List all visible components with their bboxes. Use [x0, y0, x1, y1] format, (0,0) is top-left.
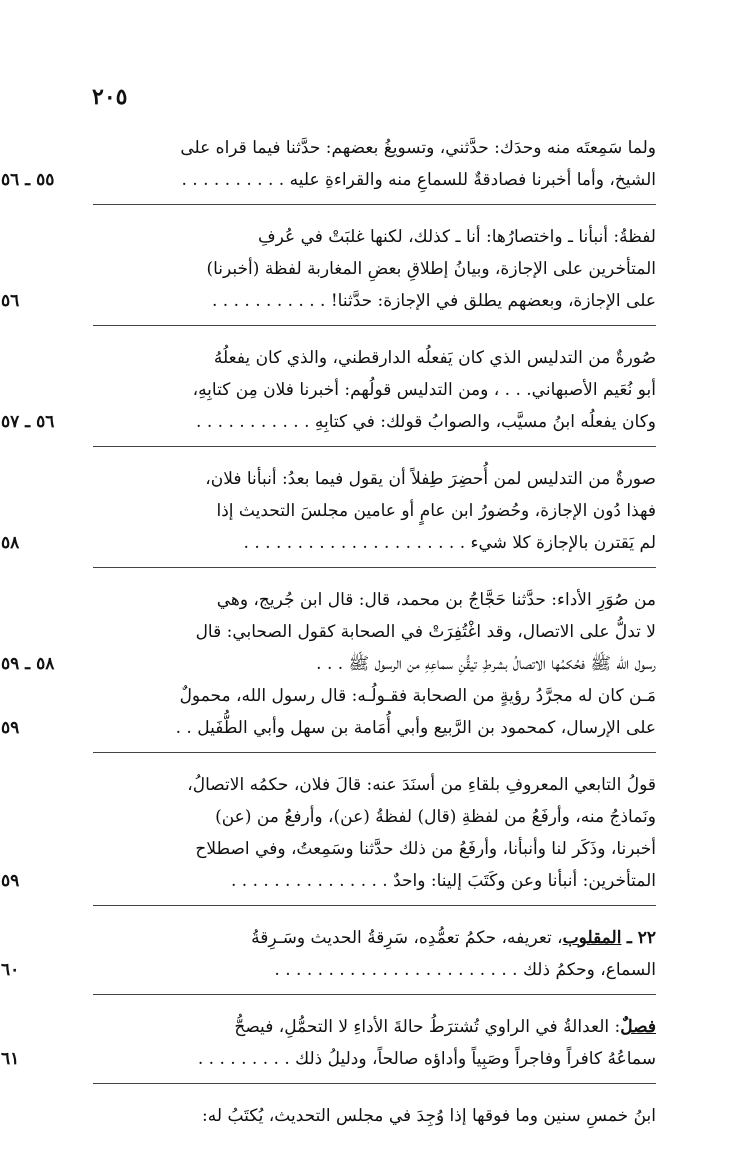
entry-line	[1, 1043, 656, 1075]
entry-line: قولُ التابعي المعروفِ بلقاءِ من أسنَدَ عنه: قالَ فلان، حكمُه الاتصالُ،	[187, 775, 656, 795]
entry-line: صورةٌ من التدليس لمن أُحضِرَ طِفلاً أن يقول فيما بعدُ: أنبأنا فلان،	[205, 469, 656, 489]
entry-line-text: ، تعريفه، حكمُ تعمُّدِه، سَرِقةُ الحديث وسَـرِقةُ	[251, 928, 563, 948]
entry-line	[1, 285, 656, 317]
page-ref: ٦١	[1, 1049, 20, 1069]
entry-line-text: لم يَقترن بالإجازة كلا شيء . . . . . . . . . . . . . . . . . . . . .	[243, 533, 656, 553]
entry-line: صُورةٌ من التدليس الذي كان يَفعلُه الدارقطني، والذي كان يفعلُهُ	[213, 348, 656, 368]
index-entry	[1, 1007, 656, 1084]
page-ref: ٥٨	[1, 533, 20, 553]
entry-line: لا تدلُّ على الاتصال، وقد اغْتُفِرَتْ في الصحابة كقول الصحابي: قال	[195, 622, 656, 642]
section-number: ٢٢ ـ	[626, 928, 656, 948]
index-entry	[1, 918, 656, 995]
entry-line-text: على الإرسال، كمحمود بن الرَّبيع وأبي أُمَامة بن سهل وأبي الطُّفَيل . .	[175, 718, 656, 738]
index-content	[1, 128, 656, 1152]
entry-line: أبو نُعَيم الأصبهاني. . . ، ومن التدليس قولُهم: أخبرنا فلان مِن كتابِهِ،	[192, 380, 656, 400]
entry-line: مَـن كان له مجرَّدُ رؤيةٍ من الصحابة فقـولُـه: قال رسول الله، محمولٌ	[179, 686, 656, 706]
section-heading: فصلٌ	[620, 1017, 656, 1037]
entry-line	[93, 922, 656, 954]
index-entry	[1, 580, 656, 753]
entry-line	[1, 164, 656, 196]
entry-line	[1, 648, 656, 680]
entry-line	[1, 712, 656, 744]
entry-line-text: الشيخ، وأما أخبرنا فصادقةٌ للسماعِ منه والقراءةِ عليه . . . . . . . . . .	[181, 170, 656, 190]
entry-line: لفظةُ: أنبأنا ـ واختصارُها: أنا ـ كذلك، لكنها غلبَتْ في عُرفِ	[258, 227, 656, 247]
entry-line-text: على الإجازة، وبعضهم يطلق في الإجازة: حدَّثنا! . . . . . . . . . . .	[211, 291, 656, 311]
index-entry	[1, 459, 656, 568]
index-entry	[1, 217, 656, 326]
entry-line-text: رسول الله ﷺ فحُكمُها الاتصالُ بشرطِ تيقُّنِ سماعِهِ من الرسول ﷺ . . .	[316, 654, 656, 674]
page-ref: ٥٩	[1, 871, 20, 891]
index-entry	[1, 128, 656, 205]
entry-line-text: : العدالةُ في الراوي تُشترَطُ حالةَ الأداءِ لا التحمُّلِ، فيصحُّ	[234, 1017, 621, 1037]
page-ref: ٥٦ ـ ٥٧	[1, 412, 55, 432]
page-ref: ٦٠	[1, 960, 20, 980]
entry-line: المتأخرين على الإجازة، وبيانُ إطلاقِ بعضِ المغاربة لفظة (أخبرنا)	[206, 259, 656, 279]
entry-line-text: السماع، وحكمُ ذلك . . . . . . . . . . . . . . . . . . . . . . .	[274, 960, 656, 980]
entry-line-text: وكان يفعلُه ابنُ مسيَّب، والصوابُ قولك: في كتابِهِ . . . . . . . . . . .	[196, 412, 656, 432]
index-entry	[1, 338, 656, 447]
entry-line	[1, 527, 656, 559]
entry-line: ابنُ خمسِ سنين وما فوقها إذا وُجِدَ في مجلس التحديث، يُكتَبُ له:	[202, 1106, 656, 1126]
entry-line: أخبرنا، وذَكَر لنا وأنبأنا، وأرفَعُ من ذلك حدَّثنا وسَمِعتُ، وفي اصطلاح	[195, 839, 656, 859]
index-entry	[93, 1096, 656, 1140]
page-ref: ٥٩	[1, 718, 20, 738]
page-ref: ٥٨ ـ ٥٩	[1, 654, 55, 674]
entry-line	[1, 954, 656, 986]
section-heading: المقلوب	[562, 928, 622, 948]
page-ref: ٥٥ ـ ٥٦	[1, 170, 55, 190]
entry-line-text: المتأخرين: أنبأنا وعن وكَتَبَ إلينا: واحدٌ . . . . . . . . . . . . . . .	[231, 871, 656, 891]
entry-line	[1, 406, 656, 438]
index-entry	[1, 765, 656, 906]
page-ref: ٥٦	[1, 291, 20, 311]
entry-line: من صُوَرِ الأداء: حدَّثنا حَجَّاجُ بن محمد، قال: قال ابن جُريج، وهي	[216, 590, 656, 610]
entry-line: ولما سَمِعتَه منه وحدَك: حدَّثني، وتسويغُ بعضهم: حدَّثنا فيما قراه على	[180, 138, 656, 158]
entry-line: فهذا دُون الإجازة، وحُضورُ ابن عامٍ أو عامين مجلسَ التحديث إذا	[216, 501, 656, 521]
entry-line	[93, 1011, 656, 1043]
entry-line	[1, 865, 656, 897]
page-number: ٢٠٥	[92, 84, 128, 110]
entry-line: ونَماذجُ منه، وأرفَعُ من لفظةِ (قال) لفظةُ (عن)، وأرفعُ من (عن)	[215, 807, 656, 827]
entry-line-text: سماعُهُ كافراً وفاجراً وصَبِياً وأداؤه صالحاً، ودليلُ ذلك . . . . . . . . .	[197, 1049, 656, 1069]
